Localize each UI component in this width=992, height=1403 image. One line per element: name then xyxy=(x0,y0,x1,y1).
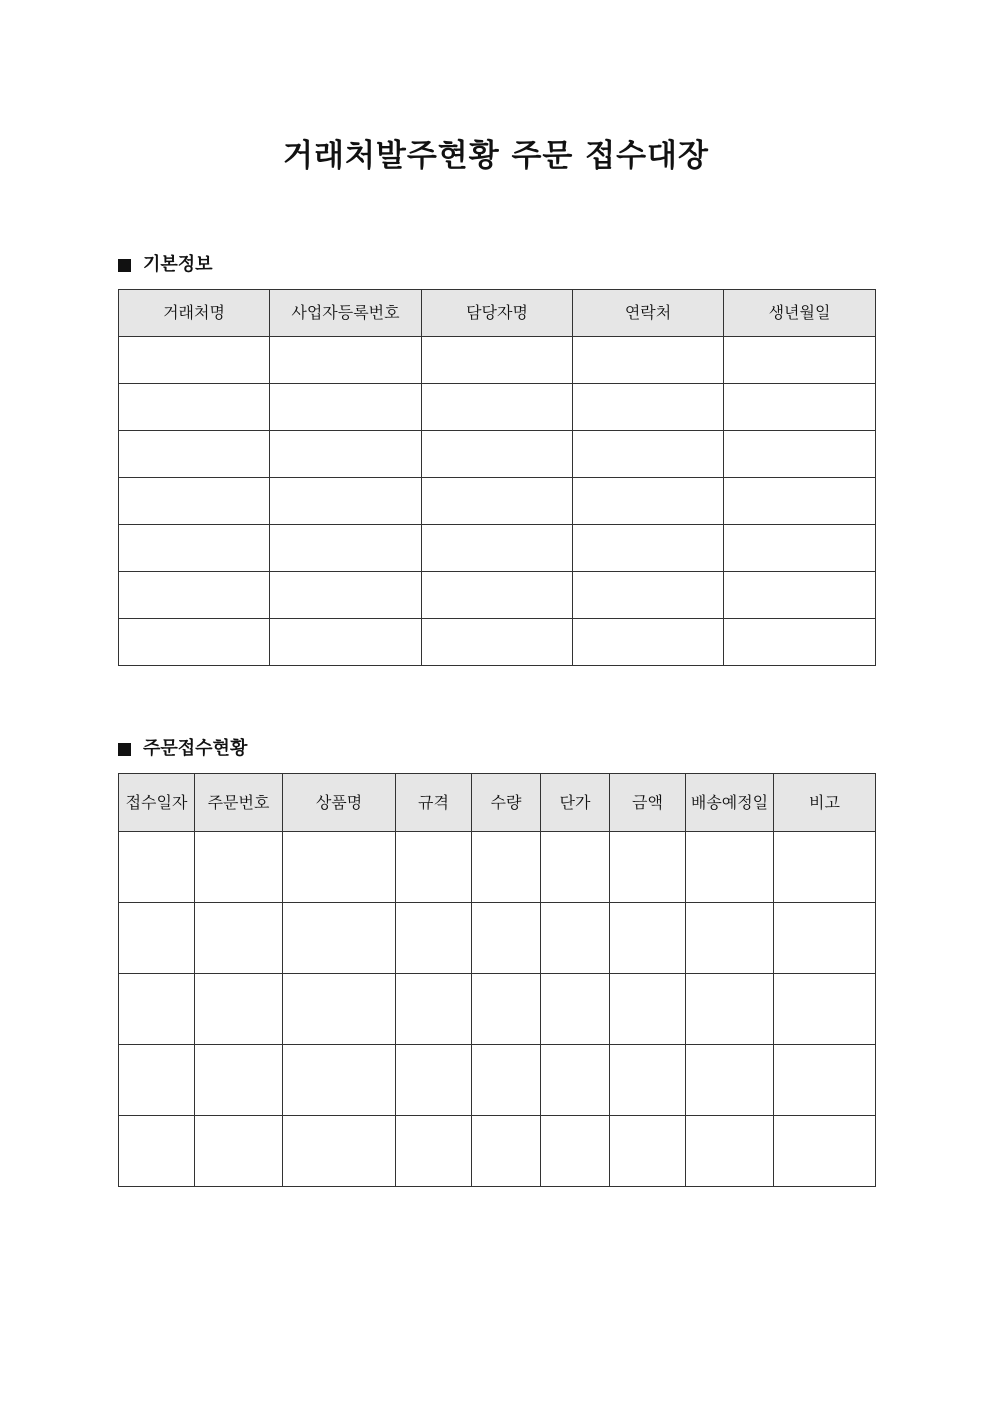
basic-info-cell[interactable] xyxy=(573,431,724,478)
order-status-cell[interactable] xyxy=(610,1116,686,1187)
order-status-cell[interactable] xyxy=(610,1045,686,1116)
column-header-product-name: 상품명 xyxy=(283,774,396,832)
basic-info-cell[interactable] xyxy=(422,431,573,478)
basic-info-cell[interactable] xyxy=(573,525,724,572)
order-status-header-row xyxy=(119,774,876,832)
order-status-row xyxy=(119,974,876,1045)
basic-info-table xyxy=(118,289,876,666)
basic-info-header-row xyxy=(119,290,876,337)
order-status-cell[interactable] xyxy=(472,832,541,903)
square-bullet-icon xyxy=(118,259,131,272)
order-status-cell[interactable] xyxy=(195,1045,283,1116)
basic-info-heading xyxy=(118,253,213,277)
column-header-business-number: 사업자등록번호 xyxy=(270,290,422,337)
order-status-heading-label: 주문접수현황 xyxy=(143,738,248,759)
order-status-cell[interactable] xyxy=(195,1116,283,1187)
basic-info-cell[interactable] xyxy=(422,525,573,572)
basic-info-cell[interactable] xyxy=(270,384,422,431)
column-header-unit-price: 단가 xyxy=(541,774,610,832)
order-status-row xyxy=(119,1116,876,1187)
basic-info-row xyxy=(119,384,876,431)
basic-info-cell[interactable] xyxy=(724,478,876,525)
column-header-contact-person: 담당자명 xyxy=(422,290,573,337)
order-status-cell[interactable] xyxy=(119,832,195,903)
order-status-cell[interactable] xyxy=(195,903,283,974)
order-status-cell[interactable] xyxy=(119,903,195,974)
basic-info-cell[interactable] xyxy=(270,619,422,666)
basic-info-cell[interactable] xyxy=(270,525,422,572)
basic-info-cell[interactable] xyxy=(573,384,724,431)
order-status-cell[interactable] xyxy=(119,1116,195,1187)
order-status-cell[interactable] xyxy=(396,974,472,1045)
basic-info-cell[interactable] xyxy=(119,384,270,431)
basic-info-cell[interactable] xyxy=(270,431,422,478)
basic-info-cell[interactable] xyxy=(270,572,422,619)
basic-info-cell[interactable] xyxy=(119,337,270,384)
column-header-company: 거래처명 xyxy=(119,290,270,337)
basic-info-cell[interactable] xyxy=(724,572,876,619)
order-status-cell[interactable] xyxy=(283,1116,396,1187)
column-header-delivery-date: 배송예정일 xyxy=(686,774,774,832)
square-bullet-icon xyxy=(118,743,131,756)
order-status-cell[interactable] xyxy=(541,974,610,1045)
order-status-row xyxy=(119,1045,876,1116)
basic-info-cell[interactable] xyxy=(119,478,270,525)
order-status-cell[interactable] xyxy=(610,903,686,974)
basic-info-cell[interactable] xyxy=(422,337,573,384)
order-status-cell[interactable] xyxy=(610,832,686,903)
order-status-cell[interactable] xyxy=(541,1045,610,1116)
basic-info-cell[interactable] xyxy=(573,337,724,384)
basic-info-row xyxy=(119,478,876,525)
column-header-birthdate: 생년월일 xyxy=(724,290,876,337)
order-status-cell[interactable] xyxy=(774,974,876,1045)
order-status-row xyxy=(119,903,876,974)
basic-info-cell[interactable] xyxy=(422,384,573,431)
basic-info-row xyxy=(119,619,876,666)
basic-info-cell[interactable] xyxy=(573,478,724,525)
basic-info-cell[interactable] xyxy=(422,572,573,619)
basic-info-cell[interactable] xyxy=(573,619,724,666)
column-header-quantity: 수량 xyxy=(472,774,541,832)
column-header-remarks: 비고 xyxy=(774,774,876,832)
basic-info-cell[interactable] xyxy=(724,337,876,384)
order-status-cell[interactable] xyxy=(686,903,774,974)
order-status-cell[interactable] xyxy=(396,1116,472,1187)
order-status-cell[interactable] xyxy=(195,974,283,1045)
order-status-cell[interactable] xyxy=(774,1045,876,1116)
basic-info-cell[interactable] xyxy=(422,478,573,525)
order-status-cell[interactable] xyxy=(396,1045,472,1116)
order-status-cell[interactable] xyxy=(541,903,610,974)
column-header-order-number: 주문번호 xyxy=(195,774,283,832)
order-status-cell[interactable] xyxy=(774,1116,876,1187)
basic-info-cell[interactable] xyxy=(270,478,422,525)
basic-info-row xyxy=(119,525,876,572)
basic-info-cell[interactable] xyxy=(724,619,876,666)
column-header-phone: 연락처 xyxy=(573,290,724,337)
order-status-cell[interactable] xyxy=(283,1045,396,1116)
order-status-cell[interactable] xyxy=(119,974,195,1045)
basic-info-cell[interactable] xyxy=(119,431,270,478)
order-status-table xyxy=(118,773,876,1187)
basic-info-cell[interactable] xyxy=(270,337,422,384)
column-header-receipt-date: 접수일자 xyxy=(119,774,195,832)
basic-info-cell[interactable] xyxy=(119,619,270,666)
order-status-cell[interactable] xyxy=(686,974,774,1045)
order-status-cell[interactable] xyxy=(472,903,541,974)
order-status-cell[interactable] xyxy=(686,1116,774,1187)
order-status-cell[interactable] xyxy=(686,832,774,903)
order-status-cell[interactable] xyxy=(472,1045,541,1116)
basic-info-cell[interactable] xyxy=(119,525,270,572)
basic-info-cell[interactable] xyxy=(724,384,876,431)
basic-info-row xyxy=(119,337,876,384)
order-status-cell[interactable] xyxy=(610,974,686,1045)
order-status-cell[interactable] xyxy=(396,832,472,903)
order-status-cell[interactable] xyxy=(283,974,396,1045)
basic-info-cell[interactable] xyxy=(119,572,270,619)
basic-info-heading-label: 기본정보 xyxy=(143,254,213,275)
order-status-cell[interactable] xyxy=(119,1045,195,1116)
order-status-cell[interactable] xyxy=(283,832,396,903)
order-status-cell[interactable] xyxy=(472,974,541,1045)
basic-info-row xyxy=(119,431,876,478)
basic-info-cell[interactable] xyxy=(724,431,876,478)
basic-info-row xyxy=(119,572,876,619)
order-status-cell[interactable] xyxy=(541,1116,610,1187)
column-header-amount: 금액 xyxy=(610,774,686,832)
order-status-cell[interactable] xyxy=(774,903,876,974)
order-status-heading xyxy=(118,737,247,761)
basic-info-cell[interactable] xyxy=(724,525,876,572)
basic-info-cell[interactable] xyxy=(573,572,724,619)
order-status-row xyxy=(119,832,876,903)
basic-info-cell[interactable] xyxy=(422,619,573,666)
order-status-cell[interactable] xyxy=(195,832,283,903)
document-title: 거래처발주현황 주문 접수대장 xyxy=(283,138,709,174)
order-status-cell[interactable] xyxy=(541,832,610,903)
order-status-cell[interactable] xyxy=(283,903,396,974)
order-status-cell[interactable] xyxy=(396,903,472,974)
order-status-cell[interactable] xyxy=(774,832,876,903)
column-header-specification: 규격 xyxy=(396,774,472,832)
order-status-cell[interactable] xyxy=(472,1116,541,1187)
order-status-cell[interactable] xyxy=(686,1045,774,1116)
